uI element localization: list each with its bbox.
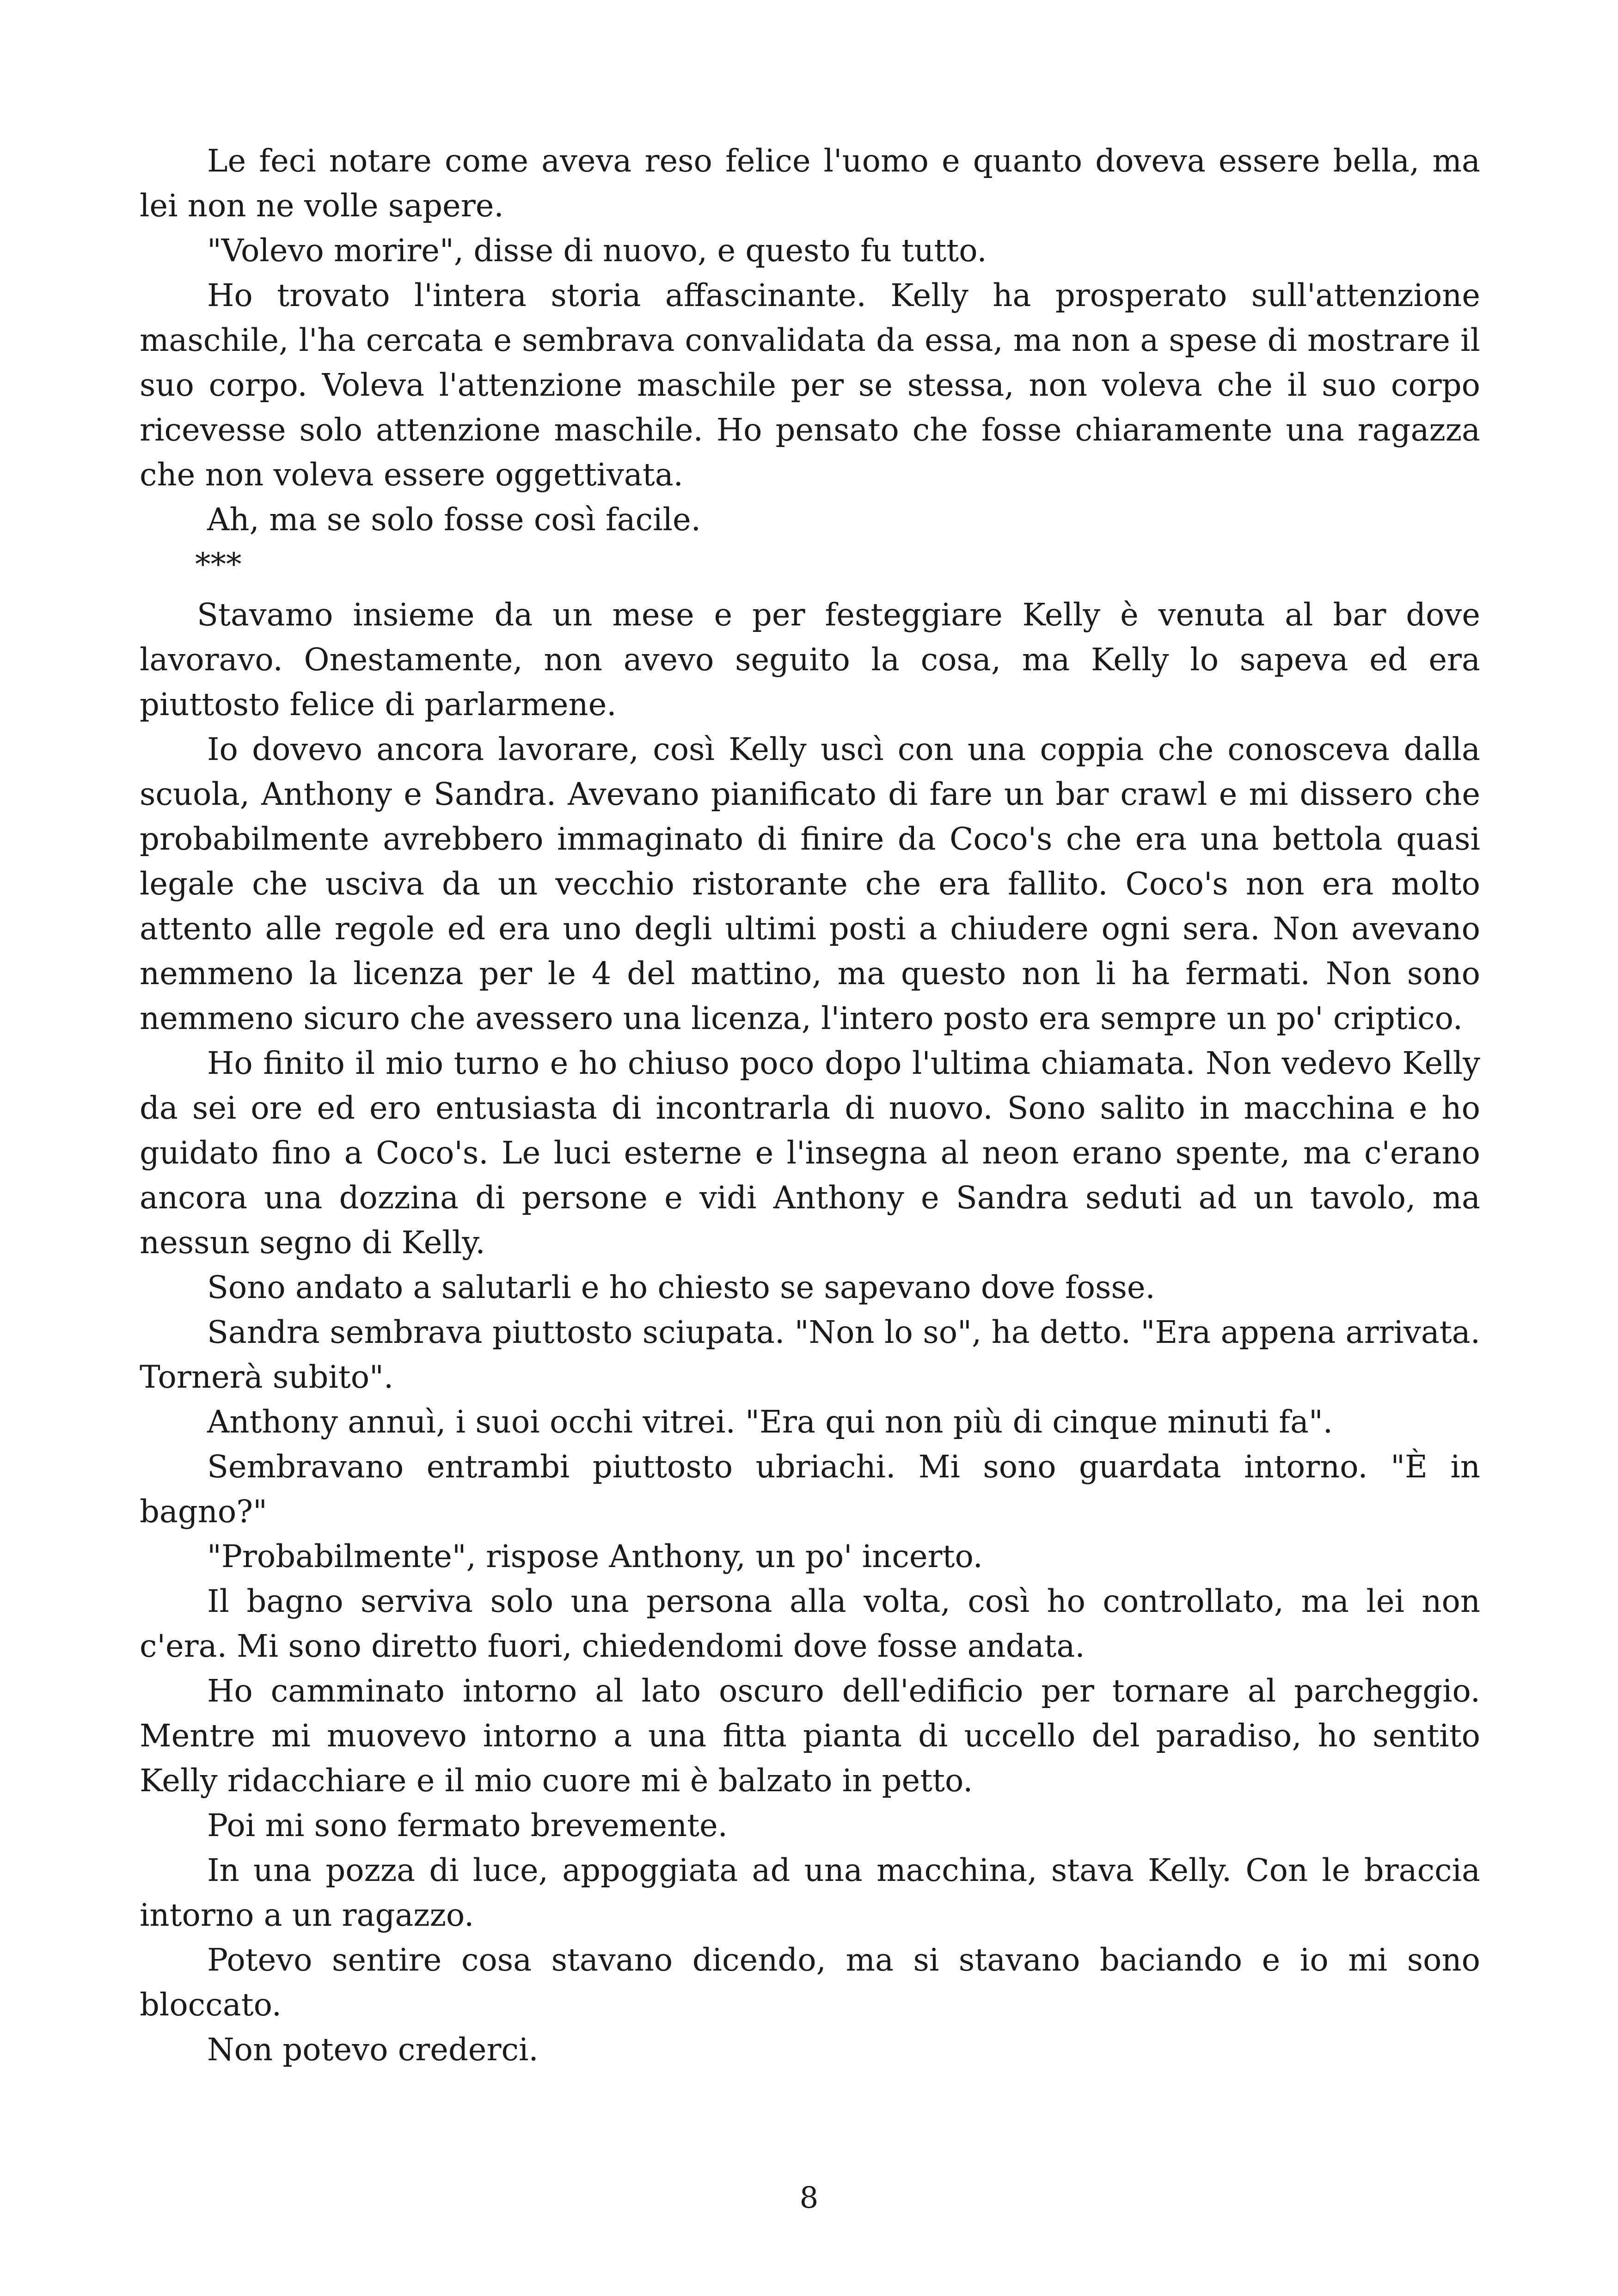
paragraph: Ho trovato l'intera storia affascinante. Kelly ha prosperato sull'attenzione maschile, l'ha cercata e sembrava convalidata da essa, ma non a spese di mostrare il suo corpo. Voleva l'attenzione maschile per se stessa, non voleva che il suo corpo ricevesse solo attenzione maschile. Ho pensato che fosse chiaramente una ragazza che non voleva essere oggettivata.: [140, 277, 1480, 493]
page-number: 8: [799, 2181, 819, 2215]
page-body: [140, 139, 1480, 2072]
paragraph: Sembravano entrambi piuttosto ubriachi. Mi sono guardata intorno. "È in bagno?": [140, 1449, 1480, 1530]
paragraph: Ho finito il mio turno e ho chiuso poco dopo l'ultima chiamata. Non vedevo Kelly da sei ore ed ero entusiasta di incontrarla di nuovo. Sono salito in macchina e ho guidato fino a Coco's. Le luci esterne e l'insegna al neon erano spente, ma c'erano ancora una dozzina di persone e vidi Anthony e Sandra seduti ad un tavolo, ma nessun segno di Kelly.: [140, 1045, 1480, 1261]
paragraph: Il bagno serviva solo una persona alla volta, così ho controllato, ma lei non c'era. Mi sono diretto fuori, chiedendomi dove fosse andata.: [140, 1583, 1480, 1664]
paragraph: "Probabilmente", rispose Anthony, un po' incerto.: [207, 1538, 983, 1574]
paragraph: Sandra sembrava piuttosto sciupata. "Non lo so", ha detto. "Era appena arrivata. Tornerà subito".: [140, 1314, 1480, 1395]
paragraph: Ah, ma se solo fosse così facile.: [207, 502, 701, 538]
paragraph: Sono andato a salutarli e ho chiesto se sapevano dove fosse.: [207, 1269, 1155, 1305]
paragraph: Anthony annuì, i suoi occhi vitrei. "Era qui non più di cinque minuti fa".: [207, 1404, 1333, 1440]
paragraph: In una pozza di luce, appoggiata ad una macchina, stava Kelly. Con le braccia intorno a un ragazzo.: [140, 1852, 1480, 1933]
paragraph: Ho camminato intorno al lato oscuro dell'edificio per tornare al parcheggio. Mentre mi muovevo intorno a una fitta pianta di uccello del paradiso, ho sentito Kelly ridacchiare e il mio cuore mi è balzato in petto.: [140, 1673, 1480, 1799]
paragraph: Io dovevo ancora lavorare, così Kelly uscì con una coppia che conosceva dalla scuola, Anthony e Sandra. Avevano pianificato di fare un bar crawl e mi dissero che probabilmente avrebbero immaginato di finire da Coco's che era una bettola quasi legale che usciva da un vecchio ristorante che era fallito. Coco's non era molto attento alle regole ed era uno degli ultimi posti a chiudere ogni sera. Non avevano nemmeno la licenza per le 4 del mattino, ma questo non li ha fermati. Non sono nemmeno sicuro che avessero una licenza, l'intero posto era sempre un po' criptico.: [140, 731, 1480, 1036]
paragraph: Stavamo insieme da un mese e per festeggiare Kelly è venuta al bar dove lavoravo. Onestamente, non avevo seguito la cosa, ma Kelly lo sapeva ed era piuttosto felice di parlarmene.: [140, 597, 1480, 722]
paragraph: Non potevo crederci.: [207, 2032, 539, 2068]
section-separator: ***: [195, 546, 242, 582]
paragraph: "Volevo morire", disse di nuovo, e questo fu tutto.: [207, 233, 987, 269]
paragraph: Le feci notare come aveva reso felice l'uomo e quanto doveva essere bella, ma lei non ne volle sapere.: [140, 143, 1480, 224]
paragraph: Potevo sentire cosa stavano dicendo, ma si stavano baciando e io mi sono bloccato.: [140, 1942, 1480, 2023]
paragraph: Poi mi sono fermato brevemente.: [207, 1807, 728, 1843]
